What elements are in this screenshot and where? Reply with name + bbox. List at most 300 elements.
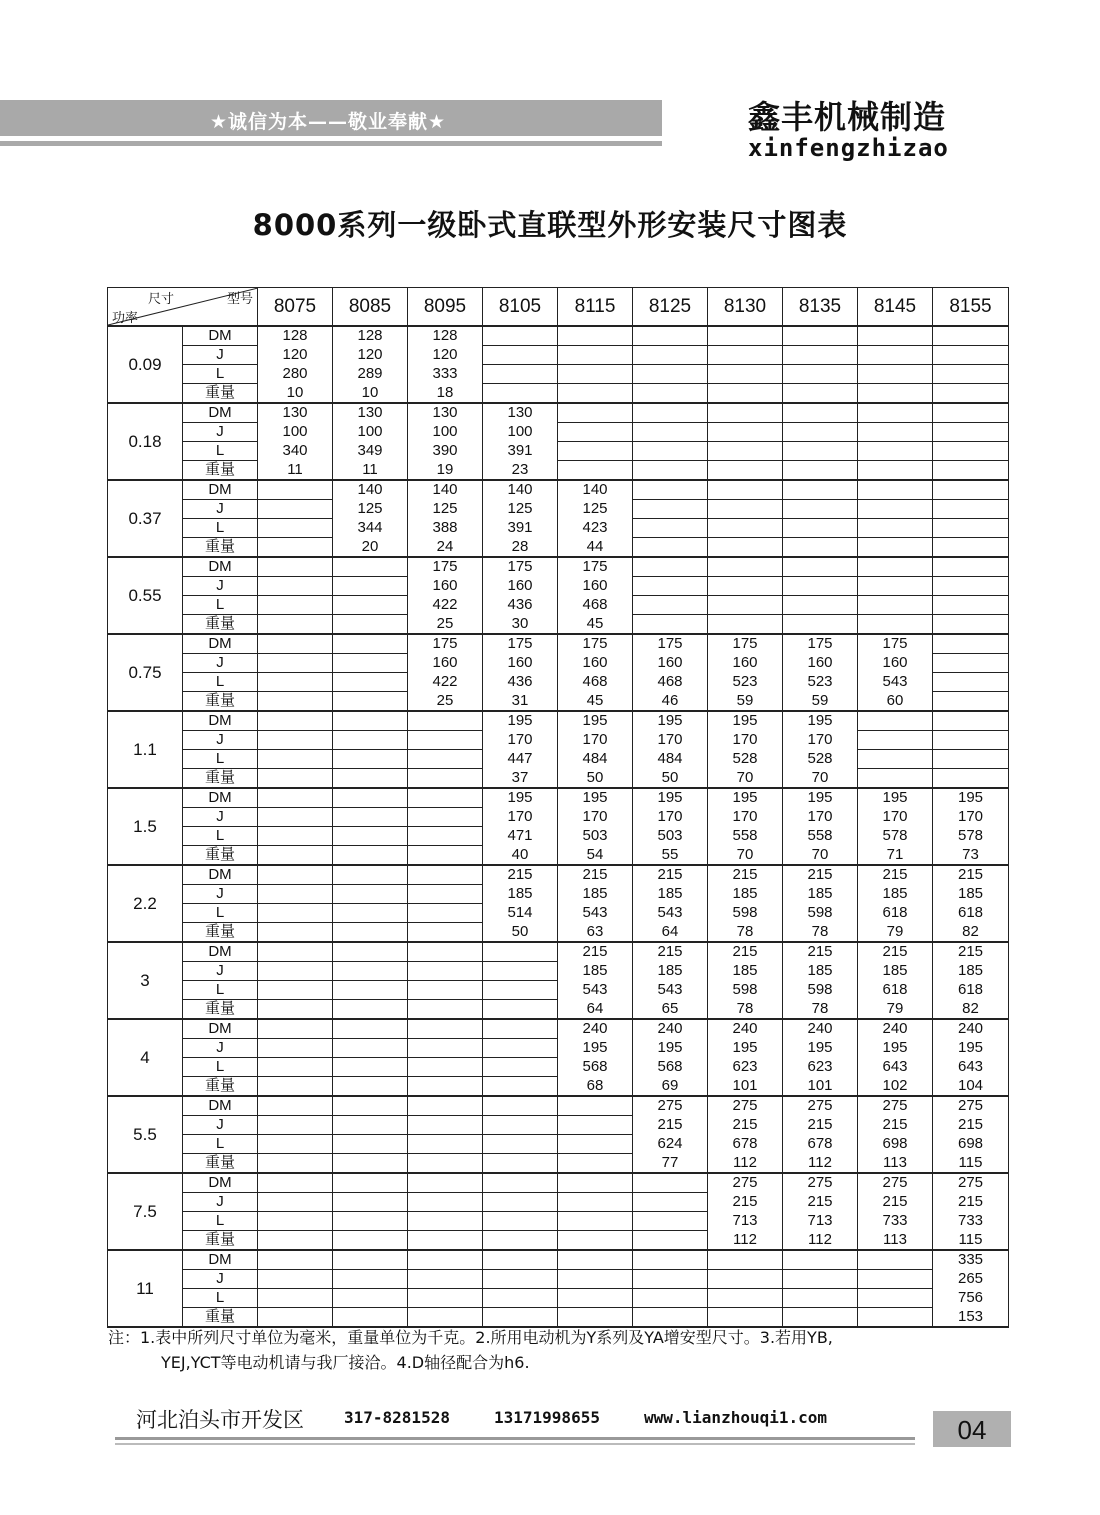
value-cell: 344 bbox=[333, 519, 408, 538]
dimension-label: 重量 bbox=[183, 846, 258, 866]
power-cell: 4 bbox=[108, 1019, 183, 1096]
value-cell bbox=[933, 423, 1009, 442]
value-cell: 643 bbox=[858, 1058, 933, 1077]
value-cell: 24 bbox=[408, 538, 483, 558]
value-cell: 391 bbox=[483, 442, 558, 461]
value-cell: 598 bbox=[708, 981, 783, 1000]
table-row bbox=[108, 1289, 1009, 1308]
value-cell bbox=[708, 596, 783, 615]
footer-address: 河北泊头市开发区 bbox=[136, 1408, 304, 1432]
value-cell: 185 bbox=[933, 962, 1009, 981]
value-cell bbox=[258, 519, 333, 538]
value-cell bbox=[633, 1289, 708, 1308]
value-cell bbox=[483, 1173, 558, 1193]
value-cell bbox=[933, 557, 1009, 577]
value-cell bbox=[333, 673, 408, 692]
value-cell bbox=[708, 365, 783, 384]
power-cell: 0.55 bbox=[108, 557, 183, 634]
value-cell: 195 bbox=[783, 1039, 858, 1058]
value-cell: 240 bbox=[858, 1019, 933, 1039]
value-cell bbox=[258, 711, 333, 731]
value-cell bbox=[558, 384, 633, 404]
value-cell bbox=[483, 1154, 558, 1174]
value-cell bbox=[258, 1250, 333, 1270]
dimension-label: J bbox=[183, 1116, 258, 1135]
value-cell: 70 bbox=[783, 846, 858, 866]
value-cell bbox=[408, 1096, 483, 1116]
value-cell bbox=[858, 769, 933, 789]
value-cell: 391 bbox=[483, 519, 558, 538]
value-cell bbox=[483, 962, 558, 981]
value-cell bbox=[558, 403, 633, 423]
table-row bbox=[108, 326, 1009, 346]
corner-header bbox=[108, 288, 258, 327]
value-cell: 160 bbox=[708, 654, 783, 673]
table-row bbox=[108, 1077, 1009, 1097]
value-cell: 175 bbox=[558, 557, 633, 577]
value-cell: 240 bbox=[633, 1019, 708, 1039]
value-cell: 215 bbox=[783, 865, 858, 885]
value-cell bbox=[333, 1116, 408, 1135]
value-cell: 19 bbox=[408, 461, 483, 481]
table-row bbox=[108, 480, 1009, 500]
value-cell: 195 bbox=[783, 788, 858, 808]
value-cell bbox=[558, 1135, 633, 1154]
footer-phone: 317-8281528 bbox=[344, 1408, 450, 1427]
value-cell: 528 bbox=[783, 750, 858, 769]
table-row bbox=[108, 1000, 1009, 1020]
value-cell: 215 bbox=[933, 865, 1009, 885]
model-header: 8125 bbox=[633, 288, 708, 327]
model-header: 8135 bbox=[783, 288, 858, 327]
value-cell: 568 bbox=[633, 1058, 708, 1077]
value-cell bbox=[408, 1116, 483, 1135]
table-row bbox=[108, 423, 1009, 442]
value-cell: 40 bbox=[483, 846, 558, 866]
value-cell bbox=[333, 1000, 408, 1020]
value-cell: 125 bbox=[408, 500, 483, 519]
value-cell bbox=[933, 577, 1009, 596]
value-cell bbox=[933, 519, 1009, 538]
dimension-label: 重量 bbox=[183, 1231, 258, 1251]
value-cell: 185 bbox=[483, 885, 558, 904]
value-cell: 101 bbox=[708, 1077, 783, 1097]
value-cell bbox=[858, 750, 933, 769]
value-cell bbox=[633, 557, 708, 577]
table-row bbox=[108, 1135, 1009, 1154]
value-cell: 185 bbox=[708, 962, 783, 981]
value-cell bbox=[933, 538, 1009, 558]
value-cell bbox=[258, 1077, 333, 1097]
value-cell bbox=[783, 519, 858, 538]
footer-mobile: 13171998655 bbox=[494, 1408, 600, 1427]
value-cell bbox=[858, 711, 933, 731]
value-cell: 447 bbox=[483, 750, 558, 769]
value-cell bbox=[858, 480, 933, 500]
value-cell: 598 bbox=[708, 904, 783, 923]
value-cell: 240 bbox=[933, 1019, 1009, 1039]
value-cell bbox=[483, 1096, 558, 1116]
corner-size-label: 尺寸 bbox=[148, 291, 175, 306]
value-cell: 468 bbox=[558, 673, 633, 692]
value-cell bbox=[558, 1270, 633, 1289]
value-cell: 68 bbox=[558, 1077, 633, 1097]
value-cell: 82 bbox=[933, 923, 1009, 943]
value-cell bbox=[933, 480, 1009, 500]
power-cell: 0.37 bbox=[108, 480, 183, 557]
value-cell bbox=[258, 1289, 333, 1308]
value-cell: 265 bbox=[933, 1270, 1009, 1289]
value-cell bbox=[633, 1173, 708, 1193]
value-cell bbox=[558, 1173, 633, 1193]
table-row bbox=[108, 731, 1009, 750]
value-cell bbox=[933, 403, 1009, 423]
dimension-label: L bbox=[183, 673, 258, 692]
dimension-label: DM bbox=[183, 1019, 258, 1039]
value-cell bbox=[783, 365, 858, 384]
value-cell: 185 bbox=[633, 962, 708, 981]
value-cell bbox=[783, 500, 858, 519]
value-cell: 195 bbox=[633, 788, 708, 808]
value-cell: 55 bbox=[633, 846, 708, 866]
value-cell bbox=[633, 384, 708, 404]
value-cell bbox=[633, 1231, 708, 1251]
value-cell bbox=[333, 1058, 408, 1077]
footnote bbox=[108, 1325, 1038, 1375]
value-cell bbox=[408, 1058, 483, 1077]
value-cell: 60 bbox=[858, 692, 933, 712]
value-cell bbox=[783, 423, 858, 442]
power-cell: 0.18 bbox=[108, 403, 183, 480]
table-row bbox=[108, 711, 1009, 731]
value-cell: 170 bbox=[633, 808, 708, 827]
value-cell: 64 bbox=[633, 923, 708, 943]
value-cell bbox=[258, 596, 333, 615]
value-cell bbox=[933, 384, 1009, 404]
value-cell bbox=[708, 461, 783, 481]
value-cell: 195 bbox=[708, 788, 783, 808]
value-cell bbox=[258, 1000, 333, 1020]
value-cell: 160 bbox=[483, 577, 558, 596]
value-cell: 170 bbox=[483, 808, 558, 827]
dimension-label: 重量 bbox=[183, 384, 258, 404]
value-cell bbox=[558, 461, 633, 481]
value-cell bbox=[633, 615, 708, 635]
value-cell bbox=[258, 1039, 333, 1058]
value-cell: 215 bbox=[858, 1116, 933, 1135]
value-cell bbox=[858, 731, 933, 750]
value-cell bbox=[333, 1270, 408, 1289]
table-row bbox=[108, 403, 1009, 423]
value-cell: 112 bbox=[708, 1154, 783, 1174]
value-cell bbox=[333, 750, 408, 769]
value-cell: 618 bbox=[858, 904, 933, 923]
value-cell: 618 bbox=[933, 981, 1009, 1000]
model-header: 8095 bbox=[408, 288, 483, 327]
table-row bbox=[108, 654, 1009, 673]
value-cell bbox=[258, 769, 333, 789]
value-cell: 280 bbox=[258, 365, 333, 384]
value-cell bbox=[408, 808, 483, 827]
value-cell bbox=[483, 1116, 558, 1135]
value-cell bbox=[258, 904, 333, 923]
value-cell: 756 bbox=[933, 1289, 1009, 1308]
value-cell: 78 bbox=[708, 1000, 783, 1020]
table-row bbox=[108, 673, 1009, 692]
value-cell: 82 bbox=[933, 1000, 1009, 1020]
value-cell: 275 bbox=[783, 1096, 858, 1116]
value-cell bbox=[483, 1077, 558, 1097]
value-cell bbox=[258, 1173, 333, 1193]
value-cell: 54 bbox=[558, 846, 633, 866]
table-row bbox=[108, 769, 1009, 789]
value-cell: 115 bbox=[933, 1154, 1009, 1174]
dimension-label: 重量 bbox=[183, 692, 258, 712]
value-cell bbox=[858, 1270, 933, 1289]
value-cell bbox=[258, 808, 333, 827]
value-cell: 185 bbox=[783, 885, 858, 904]
value-cell bbox=[408, 731, 483, 750]
dimension-label: DM bbox=[183, 1173, 258, 1193]
value-cell: 100 bbox=[258, 423, 333, 442]
dimension-label: DM bbox=[183, 711, 258, 731]
value-cell bbox=[858, 365, 933, 384]
dimension-label: DM bbox=[183, 1250, 258, 1270]
value-cell: 436 bbox=[483, 596, 558, 615]
table-row bbox=[108, 942, 1009, 962]
value-cell: 215 bbox=[633, 1116, 708, 1135]
value-cell bbox=[408, 846, 483, 866]
value-cell bbox=[933, 365, 1009, 384]
page-number: 04 bbox=[933, 1411, 1011, 1447]
value-cell: 104 bbox=[933, 1077, 1009, 1097]
value-cell bbox=[258, 673, 333, 692]
dimension-label: 重量 bbox=[183, 1308, 258, 1328]
value-cell bbox=[483, 942, 558, 962]
value-cell bbox=[408, 904, 483, 923]
value-cell bbox=[708, 1289, 783, 1308]
value-cell bbox=[408, 1250, 483, 1270]
table-row bbox=[108, 808, 1009, 827]
value-cell bbox=[933, 692, 1009, 712]
value-cell bbox=[333, 557, 408, 577]
value-cell bbox=[408, 1135, 483, 1154]
value-cell: 275 bbox=[858, 1173, 933, 1193]
power-cell: 1.1 bbox=[108, 711, 183, 788]
value-cell: 185 bbox=[558, 885, 633, 904]
value-cell: 175 bbox=[408, 557, 483, 577]
value-cell: 484 bbox=[558, 750, 633, 769]
value-cell: 195 bbox=[858, 1039, 933, 1058]
value-cell bbox=[633, 538, 708, 558]
footer-rule-thin bbox=[115, 1443, 915, 1445]
value-cell bbox=[483, 1039, 558, 1058]
value-cell bbox=[408, 1077, 483, 1097]
value-cell bbox=[483, 1289, 558, 1308]
value-cell bbox=[408, 1019, 483, 1039]
value-cell bbox=[258, 731, 333, 750]
value-cell: 112 bbox=[708, 1231, 783, 1251]
value-cell: 240 bbox=[783, 1019, 858, 1039]
table-row bbox=[108, 1212, 1009, 1231]
value-cell: 70 bbox=[783, 769, 858, 789]
table-row bbox=[108, 1270, 1009, 1289]
slogan: ★诚信为本——敬业奉献★ bbox=[210, 111, 447, 133]
value-cell bbox=[408, 981, 483, 1000]
value-cell bbox=[783, 384, 858, 404]
value-cell: 78 bbox=[783, 1000, 858, 1020]
value-cell bbox=[633, 346, 708, 365]
value-cell: 170 bbox=[558, 731, 633, 750]
power-cell: 0.75 bbox=[108, 634, 183, 711]
table-row bbox=[108, 442, 1009, 461]
value-cell bbox=[558, 1231, 633, 1251]
value-cell: 175 bbox=[783, 634, 858, 654]
value-cell bbox=[933, 654, 1009, 673]
value-cell: 120 bbox=[258, 346, 333, 365]
value-cell bbox=[333, 1077, 408, 1097]
table-row bbox=[108, 827, 1009, 846]
value-cell: 215 bbox=[933, 942, 1009, 962]
value-cell: 31 bbox=[483, 692, 558, 712]
value-cell bbox=[558, 1096, 633, 1116]
value-cell: 170 bbox=[558, 808, 633, 827]
value-cell bbox=[708, 403, 783, 423]
value-cell: 598 bbox=[783, 981, 858, 1000]
value-cell: 175 bbox=[558, 634, 633, 654]
value-cell: 50 bbox=[558, 769, 633, 789]
value-cell bbox=[633, 365, 708, 384]
dimension-label: L bbox=[183, 1058, 258, 1077]
value-cell: 175 bbox=[483, 634, 558, 654]
value-cell bbox=[633, 1270, 708, 1289]
value-cell: 50 bbox=[633, 769, 708, 789]
value-cell: 153 bbox=[933, 1308, 1009, 1328]
value-cell: 215 bbox=[933, 1193, 1009, 1212]
value-cell bbox=[708, 346, 783, 365]
dimension-label: L bbox=[183, 827, 258, 846]
value-cell bbox=[333, 904, 408, 923]
dimension-label: DM bbox=[183, 480, 258, 500]
value-cell bbox=[858, 384, 933, 404]
table-row bbox=[108, 885, 1009, 904]
value-cell: 195 bbox=[708, 1039, 783, 1058]
value-cell bbox=[783, 538, 858, 558]
value-cell: 195 bbox=[633, 711, 708, 731]
value-cell bbox=[333, 923, 408, 943]
value-cell: 340 bbox=[258, 442, 333, 461]
value-cell: 170 bbox=[858, 808, 933, 827]
value-cell: 215 bbox=[708, 1193, 783, 1212]
value-cell: 130 bbox=[408, 403, 483, 423]
value-cell bbox=[333, 769, 408, 789]
value-cell bbox=[258, 1116, 333, 1135]
value-cell: 112 bbox=[783, 1231, 858, 1251]
value-cell: 240 bbox=[558, 1019, 633, 1039]
value-cell: 70 bbox=[708, 846, 783, 866]
value-cell: 624 bbox=[633, 1135, 708, 1154]
value-cell: 37 bbox=[483, 769, 558, 789]
value-cell bbox=[258, 615, 333, 635]
value-cell: 120 bbox=[333, 346, 408, 365]
dimension-label: DM bbox=[183, 326, 258, 346]
power-cell: 0.09 bbox=[108, 326, 183, 403]
value-cell bbox=[258, 750, 333, 769]
value-cell: 215 bbox=[708, 942, 783, 962]
value-cell bbox=[333, 981, 408, 1000]
value-cell: 140 bbox=[558, 480, 633, 500]
value-cell: 128 bbox=[408, 326, 483, 346]
value-cell bbox=[258, 1135, 333, 1154]
value-cell bbox=[483, 1019, 558, 1039]
value-cell: 275 bbox=[708, 1173, 783, 1193]
value-cell bbox=[708, 442, 783, 461]
value-cell: 598 bbox=[783, 904, 858, 923]
value-cell: 45 bbox=[558, 692, 633, 712]
value-cell bbox=[633, 461, 708, 481]
value-cell bbox=[408, 1173, 483, 1193]
value-cell bbox=[258, 981, 333, 1000]
value-cell bbox=[858, 423, 933, 442]
value-cell bbox=[333, 885, 408, 904]
value-cell: 215 bbox=[558, 942, 633, 962]
value-cell: 125 bbox=[483, 500, 558, 519]
power-cell: 1.5 bbox=[108, 788, 183, 865]
table-row bbox=[108, 923, 1009, 943]
value-cell: 78 bbox=[783, 923, 858, 943]
value-cell bbox=[408, 1193, 483, 1212]
value-cell bbox=[408, 1000, 483, 1020]
dimension-label: DM bbox=[183, 788, 258, 808]
dimension-label: DM bbox=[183, 1096, 258, 1116]
value-cell bbox=[708, 1270, 783, 1289]
value-cell: 215 bbox=[858, 942, 933, 962]
value-cell bbox=[933, 673, 1009, 692]
value-cell: 713 bbox=[783, 1212, 858, 1231]
value-cell bbox=[258, 788, 333, 808]
value-cell: 514 bbox=[483, 904, 558, 923]
model-header: 8075 bbox=[258, 288, 333, 327]
value-cell bbox=[783, 577, 858, 596]
value-cell bbox=[258, 480, 333, 500]
dimension-label: 重量 bbox=[183, 1000, 258, 1020]
dimension-label: 重量 bbox=[183, 923, 258, 943]
value-cell bbox=[333, 1173, 408, 1193]
value-cell bbox=[933, 500, 1009, 519]
value-cell bbox=[333, 1019, 408, 1039]
table-row bbox=[108, 750, 1009, 769]
value-cell: 698 bbox=[933, 1135, 1009, 1154]
value-cell: 170 bbox=[708, 731, 783, 750]
table-row bbox=[108, 1116, 1009, 1135]
value-cell: 422 bbox=[408, 673, 483, 692]
dimension-label: 重量 bbox=[183, 1077, 258, 1097]
value-cell: 678 bbox=[783, 1135, 858, 1154]
value-cell: 275 bbox=[708, 1096, 783, 1116]
value-cell: 112 bbox=[783, 1154, 858, 1174]
value-cell: 623 bbox=[783, 1058, 858, 1077]
value-cell: 128 bbox=[333, 326, 408, 346]
value-cell bbox=[333, 1135, 408, 1154]
dimension-label: L bbox=[183, 365, 258, 384]
value-cell bbox=[333, 1212, 408, 1231]
value-cell: 125 bbox=[558, 500, 633, 519]
model-header: 8115 bbox=[558, 288, 633, 327]
value-cell: 23 bbox=[483, 461, 558, 481]
value-cell bbox=[858, 1289, 933, 1308]
dimension-label: J bbox=[183, 1270, 258, 1289]
value-cell: 140 bbox=[408, 480, 483, 500]
